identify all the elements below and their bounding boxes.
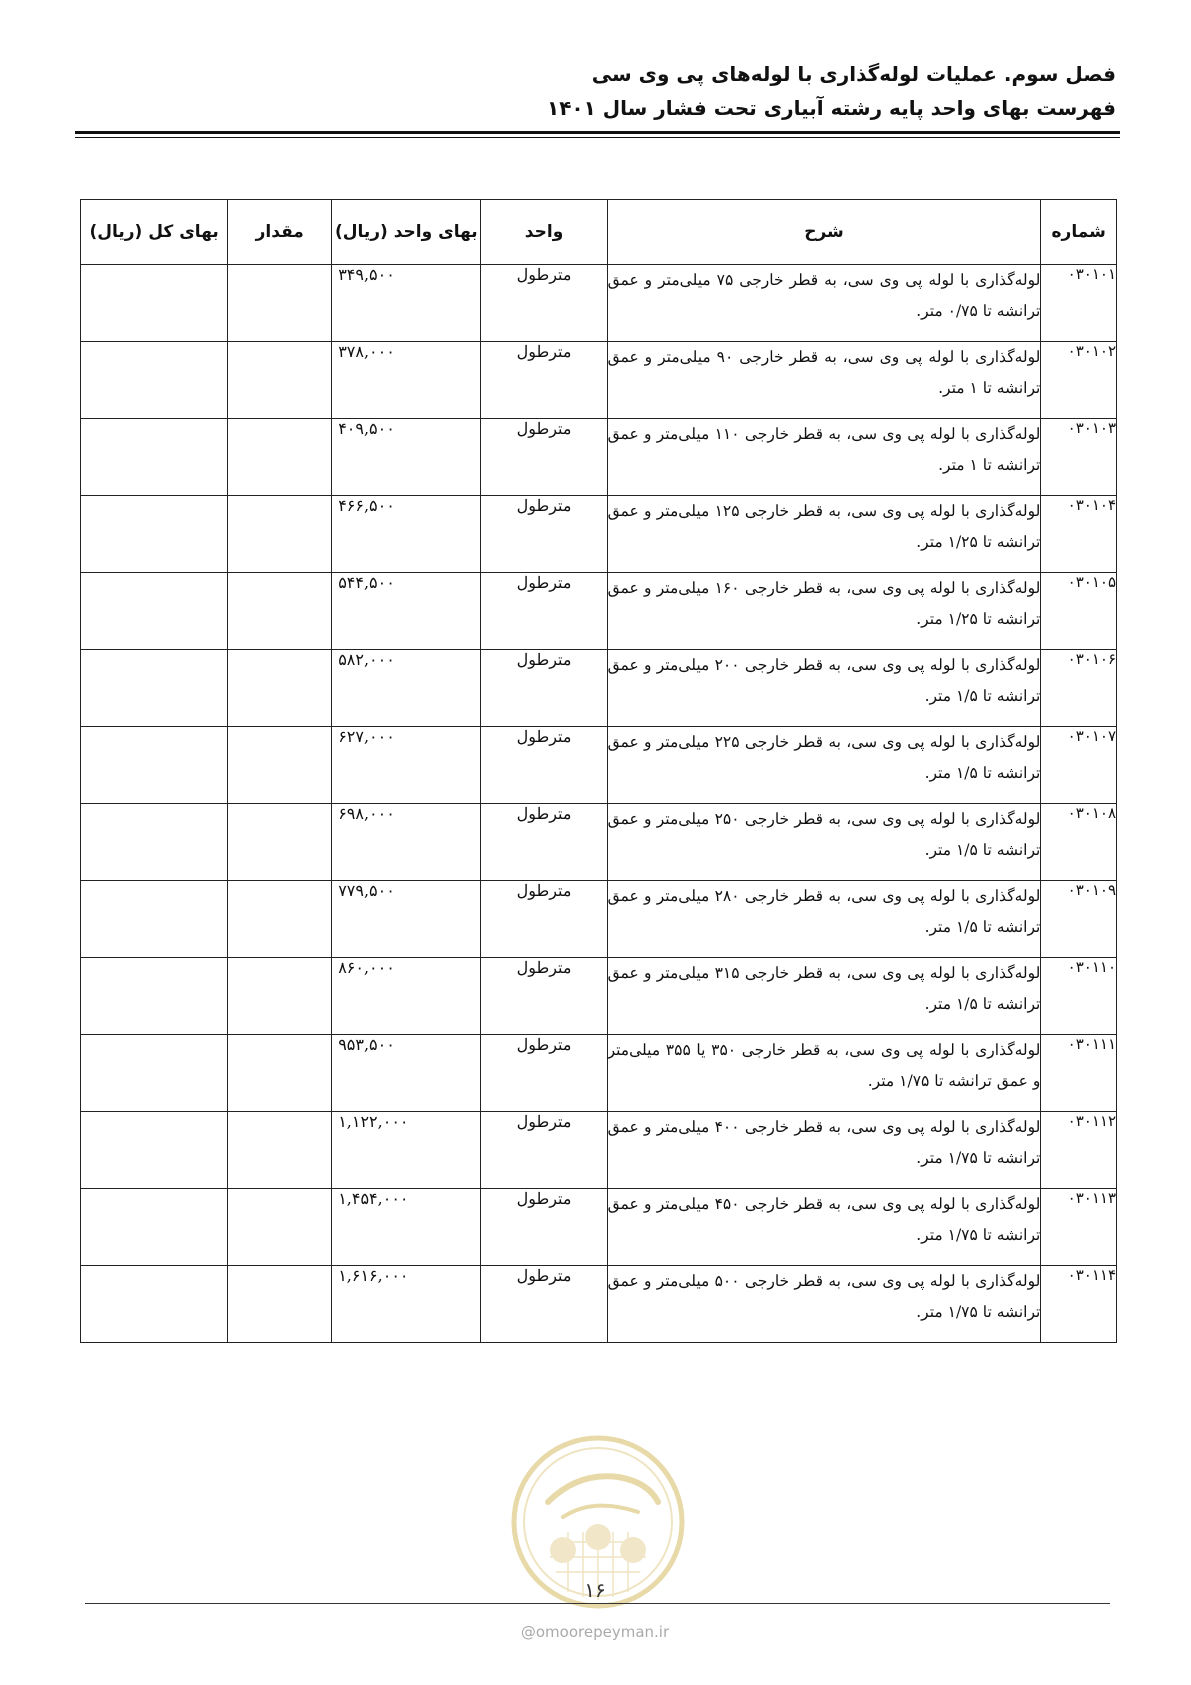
item-total-price xyxy=(81,881,228,958)
table-row xyxy=(81,342,1117,419)
price-list-table xyxy=(80,199,1117,1343)
item-quantity xyxy=(228,650,332,727)
item-quantity xyxy=(228,342,332,419)
item-code: ۰۳۰۱۰۱ xyxy=(1041,265,1117,342)
item-total-price xyxy=(81,727,228,804)
item-total-price xyxy=(81,496,228,573)
item-unit-price: ۵۸۲,۰۰۰ xyxy=(332,650,481,727)
table-header-row xyxy=(81,200,1117,265)
item-quantity xyxy=(228,496,332,573)
table-row xyxy=(81,650,1117,727)
item-quantity xyxy=(228,881,332,958)
header-rule-thick xyxy=(75,131,1120,134)
item-description: لوله‌گذاری با لوله پی وی سی، به قطر خارجی ۴۰۰ میلی‌متر و عمق ترانشه تا ۱/۷۵ متر. xyxy=(607,1112,1041,1189)
item-quantity xyxy=(228,727,332,804)
item-unit-price: ۴۶۶,۵۰۰ xyxy=(332,496,481,573)
item-total-price xyxy=(81,419,228,496)
item-unit-price: ۶۲۷,۰۰۰ xyxy=(332,727,481,804)
col-header-qty: مقدار xyxy=(228,200,332,265)
item-code: ۰۳۰۱۰۶ xyxy=(1041,650,1117,727)
table-row xyxy=(81,1112,1117,1189)
item-quantity xyxy=(228,1035,332,1112)
item-unit: مترطول xyxy=(481,958,607,1035)
item-unit: مترطول xyxy=(481,881,607,958)
item-description: لوله‌گذاری با لوله پی وی سی، به قطر خارجی ۲۵۰ میلی‌متر و عمق ترانشه تا ۱/۵ متر. xyxy=(607,804,1041,881)
item-description: لوله‌گذاری با لوله پی وی سی، به قطر خارجی ۳۵۰ یا ۳۵۵ میلی‌متر و عمق ترانشه تا ۱/۷۵ متر. xyxy=(607,1035,1041,1112)
item-unit: مترطول xyxy=(481,1189,607,1266)
item-unit-price: ۱,۶۱۶,۰۰۰ xyxy=(332,1266,481,1343)
item-code: ۰۳۰۱۱۱ xyxy=(1041,1035,1117,1112)
item-unit: مترطول xyxy=(481,650,607,727)
item-description: لوله‌گذاری با لوله پی وی سی، به قطر خارجی ۳۱۵ میلی‌متر و عمق ترانشه تا ۱/۵ متر. xyxy=(607,958,1041,1035)
item-code: ۰۳۰۱۰۷ xyxy=(1041,727,1117,804)
table-row xyxy=(81,1189,1117,1266)
footer-rule xyxy=(85,1603,1110,1604)
item-unit-price: ۴۰۹,۵۰۰ xyxy=(332,419,481,496)
item-total-price xyxy=(81,958,228,1035)
page-number: ۱۶ xyxy=(584,1578,606,1602)
header-rule-thin xyxy=(75,137,1120,138)
table-row xyxy=(81,958,1117,1035)
table-row xyxy=(81,496,1117,573)
website-watermark: @omoorepeyman.ir xyxy=(520,1623,670,1641)
item-total-price xyxy=(81,650,228,727)
item-unit: مترطول xyxy=(481,727,607,804)
item-total-price xyxy=(81,342,228,419)
item-unit-price: ۳۴۹,۵۰۰ xyxy=(332,265,481,342)
item-unit: مترطول xyxy=(481,342,607,419)
item-unit-price: ۱,۴۵۴,۰۰۰ xyxy=(332,1189,481,1266)
item-code: ۰۳۰۱۰۲ xyxy=(1041,342,1117,419)
table-row xyxy=(81,804,1117,881)
item-code: ۰۳۰۱۰۴ xyxy=(1041,496,1117,573)
item-total-price xyxy=(81,1266,228,1343)
item-code: ۰۳۰۱۱۲ xyxy=(1041,1112,1117,1189)
item-quantity xyxy=(228,419,332,496)
item-total-price xyxy=(81,265,228,342)
item-quantity xyxy=(228,265,332,342)
item-unit-price: ۸۶۰,۰۰۰ xyxy=(332,958,481,1035)
col-header-code: شماره xyxy=(1041,200,1117,265)
item-total-price xyxy=(81,1189,228,1266)
item-code: ۰۳۰۱۱۴ xyxy=(1041,1266,1117,1343)
item-description: لوله‌گذاری با لوله پی وی سی، به قطر خارجی ۲۲۵ میلی‌متر و عمق ترانشه تا ۱/۵ متر. xyxy=(607,727,1041,804)
item-total-price xyxy=(81,1035,228,1112)
col-header-total: بهای کل (ریال) xyxy=(81,200,228,265)
item-unit-price: ۷۷۹,۵۰۰ xyxy=(332,881,481,958)
item-quantity xyxy=(228,1266,332,1343)
item-description: لوله‌گذاری با لوله پی وی سی، به قطر خارجی ۱۶۰ میلی‌متر و عمق ترانشه تا ۱/۲۵ متر. xyxy=(607,573,1041,650)
item-total-price xyxy=(81,573,228,650)
item-code: ۰۳۰۱۱۳ xyxy=(1041,1189,1117,1266)
col-header-price: بهای واحد (ریال) xyxy=(332,200,481,265)
item-description: لوله‌گذاری با لوله پی وی سی، به قطر خارجی ۲۰۰ میلی‌متر و عمق ترانشه تا ۱/۵ متر. xyxy=(607,650,1041,727)
table-row xyxy=(81,1266,1117,1343)
document-title: فهرست بهای واحد پایه رشته آبیاری تحت فشار سال ۱۴۰۱ xyxy=(547,96,1116,120)
item-total-price xyxy=(81,1112,228,1189)
item-quantity xyxy=(228,1189,332,1266)
item-total-price xyxy=(81,804,228,881)
item-unit: مترطول xyxy=(481,804,607,881)
item-code: ۰۳۰۱۰۹ xyxy=(1041,881,1117,958)
item-code: ۰۳۰۱۱۰ xyxy=(1041,958,1117,1035)
item-description: لوله‌گذاری با لوله پی وی سی، به قطر خارجی ۵۰۰ میلی‌متر و عمق ترانشه تا ۱/۷۵ متر. xyxy=(607,1266,1041,1343)
table-row xyxy=(81,265,1117,342)
item-unit-price: ۶۹۸,۰۰۰ xyxy=(332,804,481,881)
item-unit-price: ۵۴۴,۵۰۰ xyxy=(332,573,481,650)
item-unit: مترطول xyxy=(481,573,607,650)
item-unit: مترطول xyxy=(481,1266,607,1343)
item-description: لوله‌گذاری با لوله پی وی سی، به قطر خارجی ۱۱۰ میلی‌متر و عمق ترانشه تا ۱ متر. xyxy=(607,419,1041,496)
item-quantity xyxy=(228,1112,332,1189)
item-unit: مترطول xyxy=(481,1035,607,1112)
table-row xyxy=(81,573,1117,650)
item-unit: مترطول xyxy=(481,265,607,342)
item-unit: مترطول xyxy=(481,1112,607,1189)
table-row xyxy=(81,727,1117,804)
col-header-desc: شرح xyxy=(607,200,1041,265)
item-quantity xyxy=(228,804,332,881)
table-row xyxy=(81,1035,1117,1112)
item-unit: مترطول xyxy=(481,419,607,496)
table-row xyxy=(81,419,1117,496)
item-code: ۰۳۰۱۰۳ xyxy=(1041,419,1117,496)
item-quantity xyxy=(228,958,332,1035)
item-description: لوله‌گذاری با لوله پی وی سی، به قطر خارجی ۱۲۵ میلی‌متر و عمق ترانشه تا ۱/۲۵ متر. xyxy=(607,496,1041,573)
chapter-title: فصل سوم. عملیات لوله‌گذاری با لوله‌های پی وی سی xyxy=(591,62,1116,86)
item-description: لوله‌گذاری با لوله پی وی سی، به قطر خارجی ۴۵۰ میلی‌متر و عمق ترانشه تا ۱/۷۵ متر. xyxy=(607,1189,1041,1266)
item-code: ۰۳۰۱۰۸ xyxy=(1041,804,1117,881)
table-row xyxy=(81,881,1117,958)
item-description: لوله‌گذاری با لوله پی وی سی، به قطر خارجی ۲۸۰ میلی‌متر و عمق ترانشه تا ۱/۵ متر. xyxy=(607,881,1041,958)
item-description: لوله‌گذاری با لوله پی وی سی، به قطر خارجی ۹۰ میلی‌متر و عمق ترانشه تا ۱ متر. xyxy=(607,342,1041,419)
item-unit: مترطول xyxy=(481,496,607,573)
item-description: لوله‌گذاری با لوله پی وی سی، به قطر خارجی ۷۵ میلی‌متر و عمق ترانشه تا ۰/۷۵ متر. xyxy=(607,265,1041,342)
col-header-unit: واحد xyxy=(481,200,607,265)
item-quantity xyxy=(228,573,332,650)
item-unit-price: ۱,۱۲۲,۰۰۰ xyxy=(332,1112,481,1189)
item-unit-price: ۳۷۸,۰۰۰ xyxy=(332,342,481,419)
item-code: ۰۳۰۱۰۵ xyxy=(1041,573,1117,650)
item-unit-price: ۹۵۳,۵۰۰ xyxy=(332,1035,481,1112)
